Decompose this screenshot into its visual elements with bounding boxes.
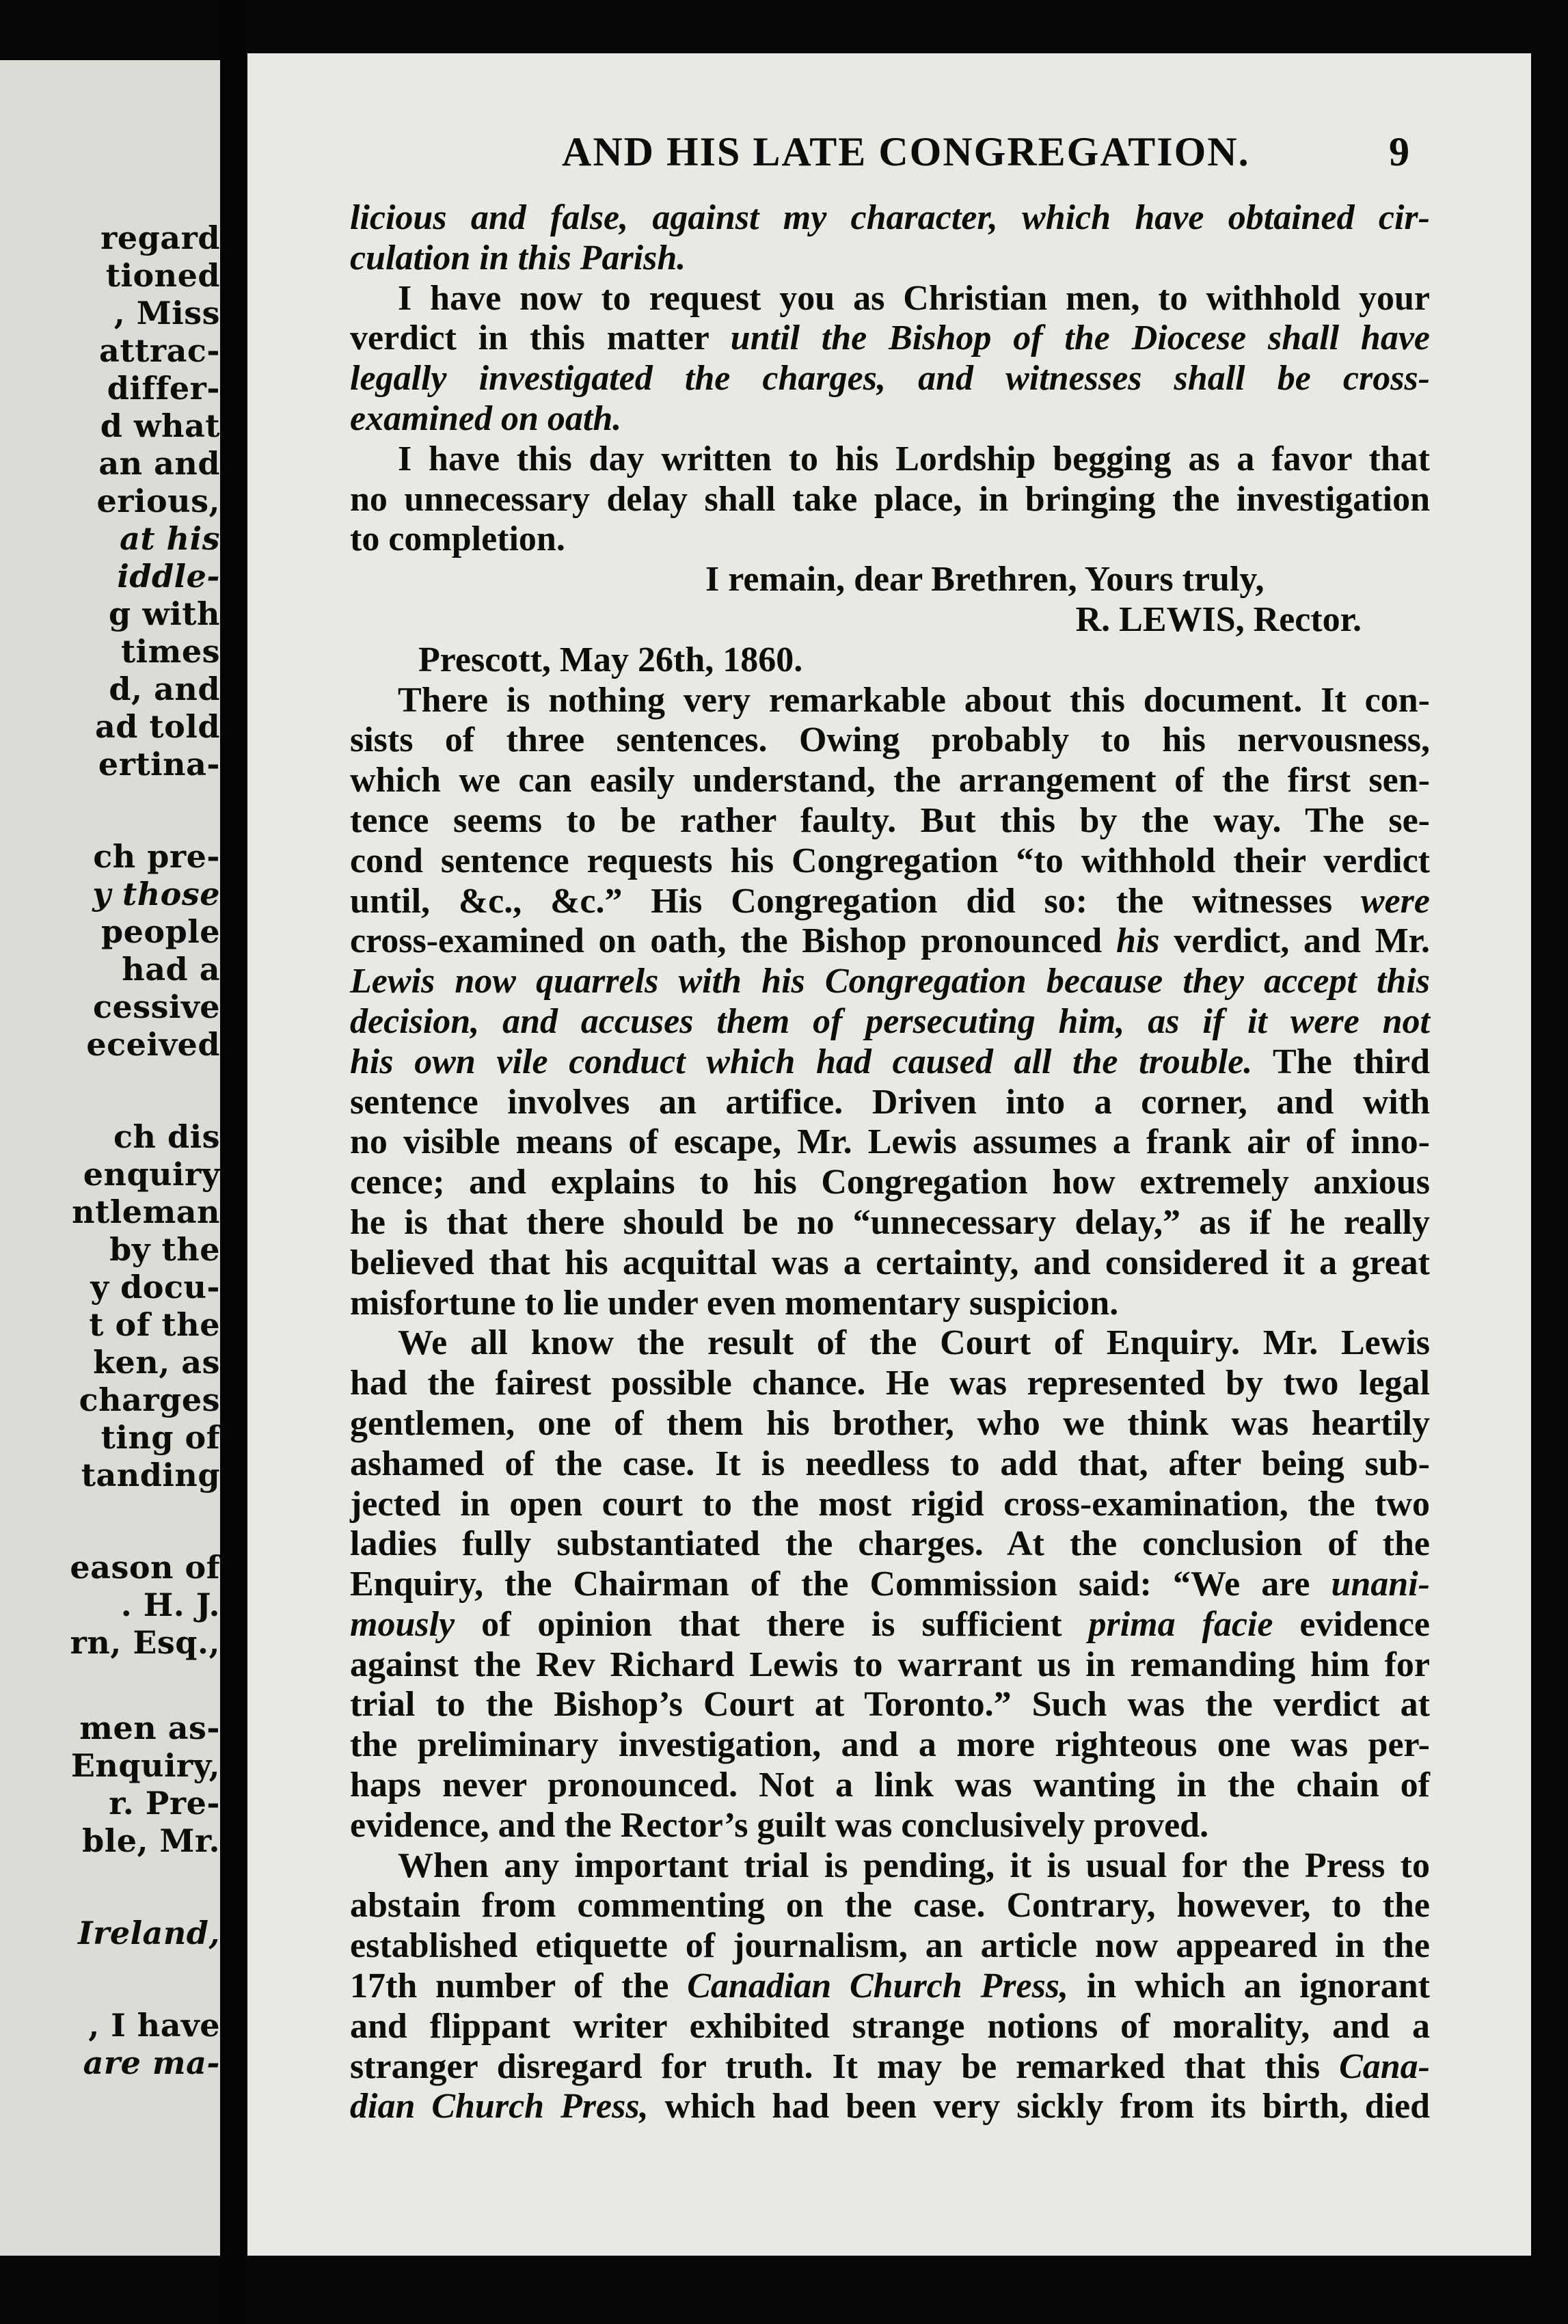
text-line: licious and false, against my character, which have obtained cir- [350,198,1430,237]
facing-page-line: ting of [100,1419,220,1456]
text-line: cond sentence requests his Congregation “to withhold their verdict [350,841,1430,880]
text-line: I have this day written to his Lordship begging as a favor that [398,439,1430,478]
facing-page-line: an and [98,445,220,482]
facing-page-line: erious, [96,483,220,519]
text-line: sists of three sentences. Owing probably to his nervousness, [350,720,1430,760]
text-line: There is nothing very remarkable about this document. It con- [398,680,1430,720]
book-gutter [220,0,247,2324]
text-line: decision, and accuses them of persecuting him, as if it were not [350,1001,1430,1041]
text-line: cence; and explains to his Congregation how extremely anxious [350,1163,1430,1202]
facing-page-line: ad told [94,708,220,745]
facing-page-line: had a [122,951,220,988]
facing-page-line: by the [109,1231,220,1268]
text-line: he is that there should be no “unnecessary delay,” as if he really [350,1202,1430,1242]
text-line: 17th number of the Canadian Church Press, in which an ignorant [350,1967,1430,2006]
facing-page-line: , Miss [113,295,220,332]
text-line: established etiquette of journalism, an article now appeared in the [350,1926,1430,1966]
text-line: Prescott, May 26th, 1860. [418,640,803,679]
page-number: 9 [1389,129,1409,174]
facing-page-line: r. Pre- [109,1785,220,1822]
text-line: which we can easily understand, the arrangement of the first sen- [350,761,1430,800]
facing-page-fragment [0,60,220,2256]
text-line: cross-examined on oath, the Bishop pronounced his verdict, and Mr. [350,921,1430,961]
text-line: no visible means of escape, Mr. Lewis assumes a frank air of inno- [350,1122,1430,1162]
page-header-title: AND HIS LATE CONGREGATION. [562,129,1250,174]
text-line: the preliminary investigation, and a more righteous one was per- [350,1725,1430,1765]
text-line: mously of opinion that there is sufficient prima facie evidence [350,1604,1430,1644]
running-head [247,129,1531,183]
facing-page-line: rn, Esq., [70,1624,220,1661]
text-line: stranger disregard for truth. It may be remarked that this Cana- [350,2046,1430,2086]
facing-page-line: Ireland, [78,1915,220,1951]
text-line: his own vile conduct which had caused all the trouble. The third [350,1042,1430,1081]
text-line: had the fairest possible chance. He was represented by two legal [350,1364,1430,1403]
text-line: abstain from commenting on the case. Contrary, however, to the [350,1886,1430,1926]
facing-page-line: differ- [107,370,220,407]
facing-page-line: eceived [86,1026,220,1063]
facing-page-line: ble, Mr. [82,1822,220,1859]
facing-page-line: ertina- [98,746,220,783]
book-page [247,53,1531,2256]
facing-page-line: ken, as [93,1344,220,1381]
text-line: against the Rev Richard Lewis to warrant us in remanding him for [350,1645,1430,1684]
facing-page-line: men as- [79,1710,220,1746]
facing-page-line: iddle- [117,558,220,595]
text-line: ladies fully substantiated the charges. At the conclusion of the [350,1524,1430,1564]
text-line: to completion. [350,519,565,559]
text-line: trial to the Bishop’s Court at Toronto.” Such was the verdict at [350,1685,1430,1725]
facing-page-line: are ma- [83,2044,220,2081]
text-line: evidence, and the Rector’s guilt was conclusively proved. [350,1805,1209,1845]
facing-page-line: enquiry [83,1156,220,1193]
text-line: and flippant writer exhibited strange notions of morality, and a [350,2006,1430,2046]
text-line: until, &c., &c.” His Congregation did so: the witnesses were [350,881,1430,921]
facing-page-line: d, and [109,671,220,707]
text-line: haps never pronounced. Not a link was wanting in the chain of [350,1766,1430,1805]
text-line: sentence involves an artifice. Driven into a corner, and with [350,1082,1430,1122]
facing-page-line: eason of [70,1549,220,1586]
facing-page-line: cessive [92,988,220,1025]
text-line: I have now to request you as Christian men, to withhold your [398,278,1430,318]
facing-page-line: at his [120,520,220,557]
text-line: believed that his acquittal was a certainty, and considered it a great [350,1243,1430,1282]
facing-page-line: tanding [81,1457,220,1494]
text-line: Lewis now quarrels with his Congregation because they accept this [350,962,1430,1001]
facing-page-line: Enquiry, [70,1747,220,1784]
text-line: gentlemen, one of them his brother, who we think was heartily [350,1403,1430,1443]
text-line: examined on oath. [350,398,622,438]
facing-page-line: , I have [88,2007,220,2044]
text-line: legally investigated the charges, and witnesses shall be cross- [350,359,1430,398]
facing-page-line: charges [79,1381,220,1418]
text-line: tence seems to be rather faulty. But this by the way. The se- [350,800,1430,840]
facing-page-line: ch pre- [93,838,220,875]
text-line: jected in open court to the most rigid cross-examination, the two [350,1484,1430,1524]
text-line: We all know the result of the Court of Enquiry. Mr. Lewis [398,1323,1430,1363]
facing-page-line: d what [100,407,220,444]
facing-page-line: tioned [105,257,220,294]
facing-page-line: y docu- [90,1269,220,1306]
facing-page-line: ch dis [113,1118,220,1155]
facing-page-line: y those [92,876,220,913]
facing-page-line: . H. J. [120,1586,220,1623]
text-line: misfortune to lie under even momentary suspicion. [350,1283,1119,1323]
facing-page-line: regard [100,219,220,256]
text-line: dian Church Press, which had been very sickly from its birth, died [350,2087,1430,2126]
text-line: When any important trial is pending, it is usual for the Press to [398,1846,1430,1885]
facing-page-line: times [120,633,220,670]
text-line: Enquiry, the Chairman of the Commission said: “We are unani- [350,1565,1430,1604]
text-line: culation in this Parish. [350,238,686,278]
text-line: verdict in this matter until the Bishop of the Diocese shall have [350,319,1430,358]
facing-page-line: ntleman [72,1193,220,1230]
facing-page-line: t of the [89,1306,220,1343]
facing-page-line: attrac- [99,332,220,369]
text-line: I remain, dear Brethren, Yours truly, [705,560,1265,599]
text-line: R. LEWIS, Rector. [1075,599,1362,639]
facing-page-line: g with [109,595,220,632]
body-text [350,198,1430,2127]
text-line: ashamed of the case. It is needless to add that, after being sub- [350,1444,1430,1483]
facing-page-line: people [100,913,220,950]
text-line: no unnecessary delay shall take place, in bringing the investigation [350,479,1430,519]
